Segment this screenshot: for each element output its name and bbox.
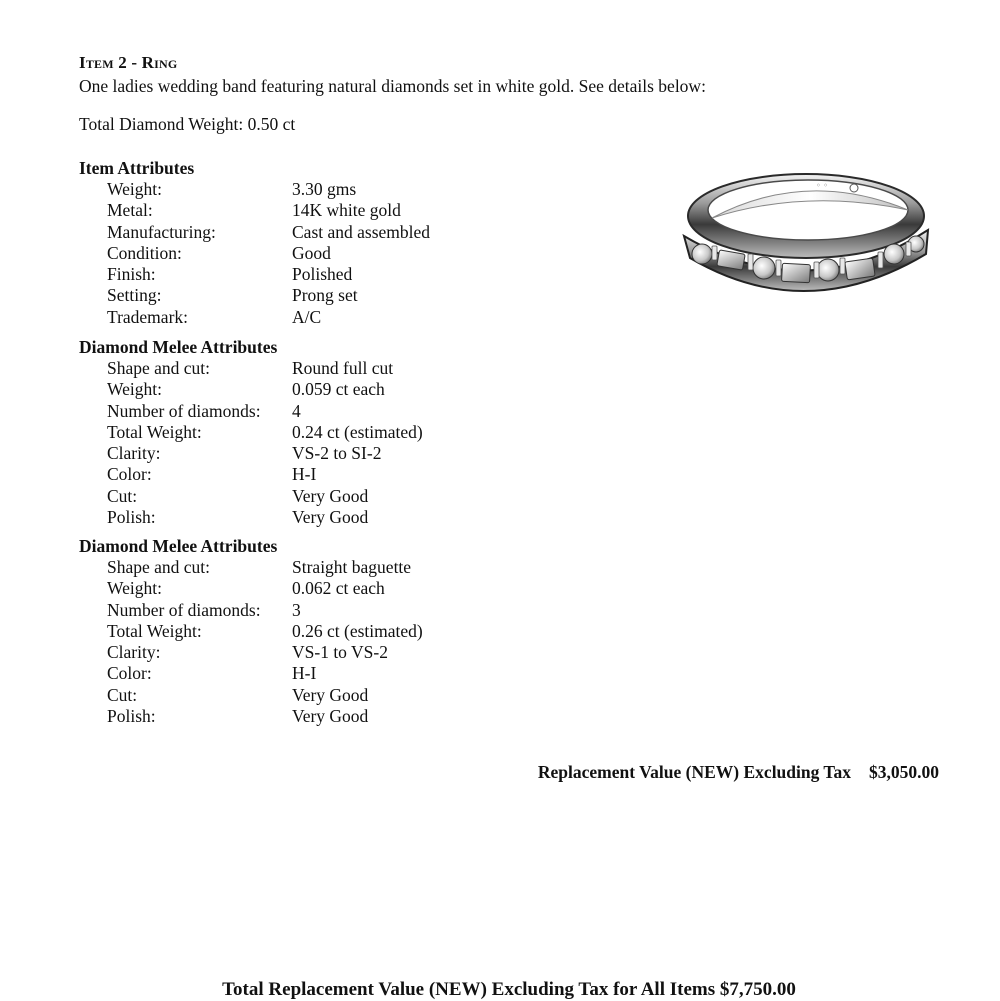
attribute-value: Very Good <box>292 507 369 528</box>
attribute-value: 0.24 ct (estimated) <box>292 421 423 442</box>
attribute-label: Clarity: <box>107 443 161 464</box>
replacement-value-label: Replacement Value (NEW) Excluding Tax <box>537 762 851 782</box>
attribute-row <box>79 421 423 443</box>
attribute-row <box>79 306 322 328</box>
attribute-label: Condition: <box>107 242 182 263</box>
attribute-row <box>79 557 412 578</box>
attribute-label: Cut: <box>107 485 138 506</box>
attribute-row <box>79 599 301 621</box>
attribute-row <box>79 242 331 264</box>
attribute-label: Manufacturing: <box>107 221 216 242</box>
attribute-value: 0.26 ct (estimated) <box>292 620 423 641</box>
attribute-label: Clarity: <box>107 642 161 663</box>
attribute-value: Good <box>292 242 331 263</box>
item-title: Item 2 - Ring <box>79 53 178 72</box>
attribute-row <box>79 663 317 684</box>
attribute-label: Shape and cut: <box>107 358 211 378</box>
attribute-label: Finish: <box>107 264 156 285</box>
attribute-value: VS-1 to VS-2 <box>292 642 388 663</box>
attribute-label: Total Weight: <box>107 421 202 442</box>
attribute-value: VS-2 to SI-2 <box>292 443 382 464</box>
attribute-row <box>79 200 401 221</box>
grand-total: Total Replacement Value (NEW) Excluding Tax for All Items $7,750.00 <box>222 979 796 1000</box>
attribute-value: 0.059 ct each <box>292 379 385 400</box>
ring-photo <box>676 158 936 308</box>
total-diamond-weight: Total Diamond Weight: 0.50 ct <box>79 114 296 134</box>
attribute-label: Color: <box>107 663 152 684</box>
attribute-label: Trademark: <box>107 306 189 327</box>
attribute-row <box>79 684 369 706</box>
attribute-label: Color: <box>107 464 152 485</box>
item-attributes-section <box>79 158 431 328</box>
attribute-label: Setting: <box>107 285 162 306</box>
attribute-value: 4 <box>292 400 301 421</box>
attribute-row <box>79 221 431 243</box>
attribute-label: Total Weight: <box>107 620 202 641</box>
attribute-label: Weight: <box>107 179 162 199</box>
attribute-value: H-I <box>292 663 317 684</box>
item-description: One ladies wedding band featuring natural diamonds set in white gold. See details below: <box>79 76 706 96</box>
melee-attributes-heading: Diamond Melee Attributes <box>79 536 278 556</box>
attribute-value: A/C <box>292 306 322 327</box>
attribute-row <box>79 642 388 663</box>
attribute-value: Cast and assembled <box>292 221 431 242</box>
attribute-label: Weight: <box>107 578 162 599</box>
attribute-value: Prong set <box>292 285 358 306</box>
attribute-row <box>79 485 369 507</box>
attribute-row <box>79 264 353 285</box>
attribute-value: 14K white gold <box>292 200 401 221</box>
attribute-label: Number of diamonds: <box>107 599 261 620</box>
item-attributes-heading: Item Attributes <box>79 158 195 178</box>
attribute-row <box>79 443 382 464</box>
attribute-value: Straight baguette <box>292 557 412 577</box>
attribute-value: 3.30 gms <box>292 179 357 199</box>
attribute-value: Very Good <box>292 684 369 705</box>
replacement-value-amount: $3,050.00 <box>869 762 939 782</box>
attribute-row <box>79 179 357 200</box>
attribute-label: Polish: <box>107 706 156 727</box>
attribute-label: Weight: <box>107 379 162 400</box>
attribute-label: Cut: <box>107 684 138 705</box>
attribute-row <box>79 285 358 306</box>
attribute-label: Metal: <box>107 200 153 221</box>
attribute-value: 3 <box>292 599 301 620</box>
attribute-label: Polish: <box>107 507 156 528</box>
attribute-row <box>79 706 369 727</box>
attribute-row <box>79 620 423 642</box>
melee-attributes-section-round <box>79 337 423 528</box>
svg-text:◦ ◦: ◦ ◦ <box>816 181 828 190</box>
attribute-row <box>79 464 317 485</box>
attribute-label: Shape and cut: <box>107 557 211 577</box>
attribute-label: Number of diamonds: <box>107 400 261 421</box>
attribute-value: Very Good <box>292 706 369 727</box>
attribute-value: 0.062 ct each <box>292 578 385 599</box>
attribute-value: H-I <box>292 464 317 485</box>
replacement-value <box>538 762 939 783</box>
attribute-row <box>79 400 301 422</box>
attribute-value: Very Good <box>292 485 369 506</box>
attribute-row <box>79 578 385 599</box>
melee-attributes-section-baguette <box>79 536 423 727</box>
attribute-row <box>79 358 394 379</box>
attribute-row <box>79 507 369 528</box>
attribute-value: Polished <box>292 264 353 285</box>
attribute-value: Round full cut <box>292 358 394 378</box>
attribute-row <box>79 379 385 400</box>
melee-attributes-heading: Diamond Melee Attributes <box>79 337 278 357</box>
